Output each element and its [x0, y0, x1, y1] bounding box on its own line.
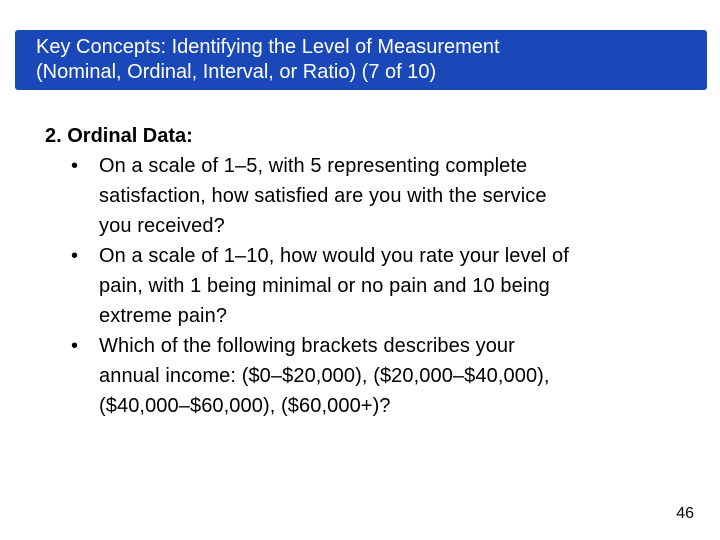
bullet-text-line: On a scale of 1–5, with 5 representing complete	[99, 155, 528, 177]
bullet-text	[99, 241, 685, 331]
bullet-text-line: pain, with 1 being minimal or no pain and 10 being	[99, 275, 550, 297]
bullet-text-line: extreme pain?	[99, 305, 228, 327]
bullet-text-line: Which of the following brackets describes your	[99, 335, 515, 357]
bullet-icon: •	[71, 335, 79, 357]
bullet-text-line: you received?	[99, 215, 225, 237]
bullet-icon: •	[71, 155, 79, 177]
bullet-item-income	[45, 331, 685, 421]
bullet-text-line: annual income: ($0–$20,000), ($20,000–$40,000),	[99, 365, 550, 387]
bullet-icon: •	[71, 245, 79, 267]
page-number: 46	[676, 505, 694, 522]
bullet-text-line: satisfaction, how satisfied are you with the service	[99, 185, 547, 207]
slide-title-banner	[15, 30, 707, 90]
bullet-item-pain	[45, 241, 685, 331]
bullet-text-line: On a scale of 1–10, how would you rate your level of	[99, 245, 569, 267]
bullet-text	[99, 331, 685, 421]
slide-title-line-2: (Nominal, Ordinal, Interval, or Ratio) (7 of 10)	[36, 61, 437, 83]
section-heading: 2. Ordinal Data:	[45, 125, 193, 147]
bullet-list	[45, 151, 685, 421]
slide-content	[45, 121, 685, 421]
slide-title-line-1: Key Concepts: Identifying the Level of Measurement	[36, 36, 500, 58]
bullet-text-line: ($40,000–$60,000), ($60,000+)?	[99, 395, 391, 417]
bullet-item-satisfaction	[45, 151, 685, 241]
bullet-text	[99, 151, 685, 241]
